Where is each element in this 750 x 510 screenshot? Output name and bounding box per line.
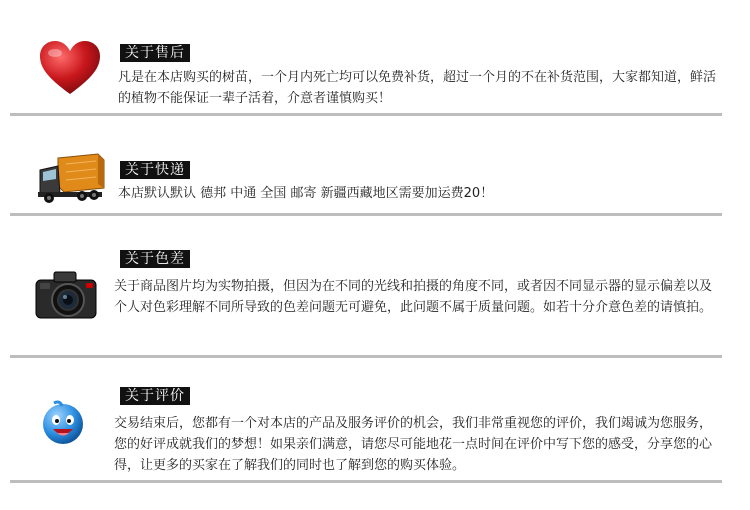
camera-icon <box>34 268 98 326</box>
section-reviews <box>0 360 750 490</box>
section-label: 关于色差 <box>120 250 190 268</box>
smiley-face-icon <box>40 400 86 450</box>
section-label: 关于快递 <box>120 161 190 179</box>
heart-icon <box>38 40 102 100</box>
divider <box>10 113 722 116</box>
section-text: 关于商品图片均为实物拍摄，但因为在不同的光线和拍摄的角度不同，或者因不同显示器的显示偏差以及个人对色彩理解不同所导致的色差问题无可避免，此问题不属于质量问题。如若十分介意色差的请慎拍。 <box>114 279 713 315</box>
section-after-sales <box>0 0 750 118</box>
section-text: 凡是在本店购买的树苗，一个月内死亡均可以免费补货，超过一个月的不在补货范围，大家都知道，鲜活的植物不能保证一辈子活着，介意者谨慎购买！ <box>118 70 717 106</box>
section-label: 关于评价 <box>120 387 190 405</box>
section-delivery <box>0 118 750 216</box>
section-text: 交易结束后，您都有一个对本店的产品及服务评价的机会，我们非常重视您的评价，我们竭诚为您服务，您的好评成就我们的梦想！如果亲们满意，请您尽可能地花一点时间在评价中写下您的感受，分享您的心得，让更多的买家在了解我们的同时也了解到您的购买体验。 <box>114 416 713 473</box>
section-label: 关于售后 <box>120 44 190 62</box>
divider <box>10 355 722 358</box>
divider <box>10 480 722 483</box>
divider <box>10 213 722 216</box>
section-text: 本店默认默认 德邦 中通 全国 邮寄 新疆西藏地区需要加运费20！ <box>118 186 494 201</box>
delivery-truck-icon <box>36 152 106 208</box>
section-color-difference <box>0 218 750 358</box>
